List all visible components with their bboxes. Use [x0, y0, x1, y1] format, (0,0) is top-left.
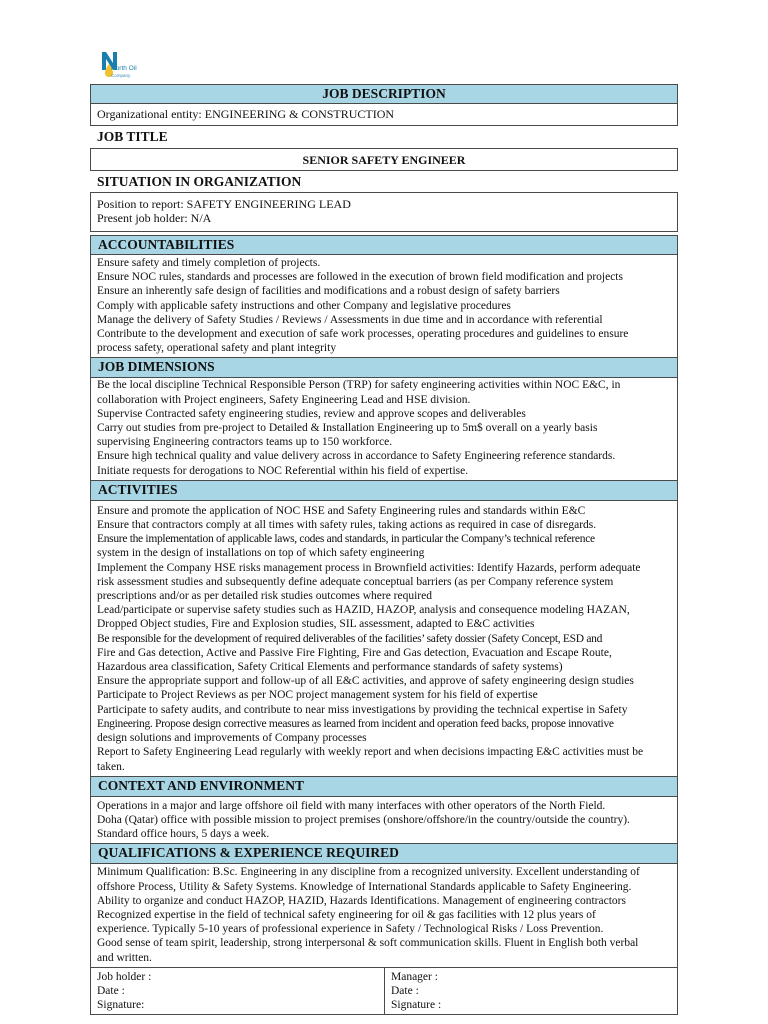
context-item: Standard office hours, 5 days a week. — [97, 828, 270, 841]
activity-item: Fire and Gas detection, Active and Passive Fire Fighting, Fire and Gas detection, Evacuation and Escape Route, — [97, 646, 612, 659]
accountabilities-box — [90, 255, 678, 358]
dimension-item: Carry out studies from pre-project to Detailed & Installation Engineering up to 5m$ overall on a yearly basis — [97, 422, 598, 435]
situation-box — [90, 192, 678, 232]
accountability-item: Ensure NOC rules, standards and processes are followed in the execution of brown field modification and projects — [97, 271, 623, 284]
qualification-item: experience. Typically 5-10 years of professional experience in Safety / Technological Risks / Loss Prevention. — [97, 923, 604, 936]
activities-heading: ACTIVITIES — [90, 481, 678, 501]
qualification-item: Ability to organize and conduct HAZOP, HAZID, Hazards Identifications. Management of engineering contractors — [97, 894, 626, 907]
manager-signature-block — [385, 968, 677, 1015]
context-item: Operations in a major and large offshore oil field with many interfaces with other operators of the North Field. — [97, 799, 606, 812]
accountability-item: Contribute to the development and execution of safe work processes, operating procedures and guidelines to ensure — [97, 328, 629, 341]
activity-item: Be responsible for the development of required deliverables of the facilities’ safety dossier (Safety Concept, ESD and — [97, 632, 603, 645]
activity-item: Ensure and promote the application of NOC HSE and Safety Engineering rules and standards within E&C — [97, 504, 586, 517]
activity-item: Ensure the appropriate support and follow-up of all E&C activities, and approve of safety engineering design studies — [97, 675, 634, 688]
accountability-item: process safety, operational safety and plant integrity — [97, 342, 337, 355]
job-holder-signature-block — [91, 968, 385, 1015]
activity-item: Ensure that contractors comply at all times with safety rules, taking actions as required in case of disregards. — [97, 519, 597, 532]
present-job-holder: Present job holder: N/A — [97, 211, 212, 226]
dimension-item: Be the local discipline Technical Responsible Person (TRP) for safety engineering activities within NOC E&C, in — [97, 379, 621, 392]
situation-heading: SITUATION IN ORGANIZATION — [90, 173, 678, 192]
context-heading: CONTEXT AND ENVIRONMENT — [90, 777, 678, 797]
signature-section — [90, 968, 678, 1016]
job-dimensions-heading: JOB DIMENSIONS — [90, 358, 678, 378]
qualification-item: offshore Process, Utility & Safety Systems. Knowledge of International Standards applicable to Safety Engineering. — [97, 880, 632, 893]
activity-item: system in the design of installations on top of which safety engineering — [97, 547, 425, 560]
activity-item: taken. — [97, 760, 125, 773]
dimension-item: Ensure high technical quality and value delivery across in accordance to Safety Engineering reference standards. — [97, 450, 616, 463]
activity-item: Engineering. Propose design corrective measures as learned from incident and operation feed backs, propose innovative — [97, 717, 614, 730]
activity-item: prescriptions and/or as per detailed risk studies outcomes where required — [97, 590, 432, 603]
activity-item: design solutions and improvements of Company processes — [97, 732, 367, 745]
dimension-item: Supervise Contracted safety engineering studies, review and approve scopes and deliverables — [97, 407, 526, 420]
activity-item: risk assessment studies and subsequently define adequate conceptual barriers (as per Company reference system — [97, 575, 614, 588]
qualification-item: Good sense of team spirit, leadership, strong interpersonal & soft communication skills. Fluent in English both verbal — [97, 937, 639, 950]
accountabilities-heading: ACCOUNTABILITIES — [90, 235, 678, 255]
logo-company-name: North Oil — [111, 65, 137, 72]
qualification-item: Recognized expertise in the field of technical safety engineering for oil & gas facilities with 12 plus years of — [97, 908, 596, 921]
dimension-item: supervising Engineering contractors teams up to 150 workforce. — [97, 436, 393, 449]
accountability-item: Ensure safety and timely completion of projects. — [97, 257, 321, 269]
activity-item: Hazardous area classification, Safety Critical Elements and performance standards of safety systems) — [97, 661, 563, 674]
job-holder-signature-label: Signature: — [97, 999, 145, 1012]
document-title: JOB DESCRIPTION — [90, 84, 678, 104]
activity-item: Implement the Company HSE risks management process in Brownfield activities: Identify Hazards, perform adequate — [97, 561, 641, 574]
activity-item: Participate to safety audits, and contribute to near miss investigations by providing the technical expertise in Safety — [97, 703, 628, 716]
activity-item: Lead/participate or supervise safety studies such as HAZID, HAZOP, analysis and consequence modeling HAZAN, — [97, 604, 630, 617]
accountability-item: Manage the delivery of Safety Studies / Reviews / Assessments in due time and in accordance with referential — [97, 313, 603, 326]
activities-box — [90, 501, 678, 777]
job-holder-label: Job holder : — [97, 970, 152, 983]
manager-date-label: Date : — [391, 984, 419, 997]
position-to-report: Position to report: SAFETY ENGINEERING LEAD — [97, 197, 351, 211]
accountability-item: Ensure an inherently safe design of facilities and modifications and a robust design of safety barriers — [97, 285, 560, 298]
dimension-item: collaboration with Project engineers, Safety Engineering Lead and HSE division. — [97, 393, 471, 406]
dimension-item: Initiate requests for derogations to NOC Referential within his field of expertise. — [97, 464, 469, 477]
job-holder-date-label: Date : — [97, 984, 125, 997]
accountability-item: Comply with applicable safety instructions and other Company and legislative procedures — [97, 299, 511, 312]
manager-signature-label: Signature : — [391, 999, 442, 1012]
context-box — [90, 797, 678, 845]
qualifications-heading: QUALIFICATIONS & EXPERIENCE REQUIRED — [90, 844, 678, 864]
org-entity: Organizational entity: ENGINEERING & CONSTRUCTION — [90, 104, 678, 126]
manager-label: Manager : — [391, 970, 438, 983]
job-title-value: SENIOR SAFETY ENGINEER — [90, 148, 678, 171]
activity-item: Dropped Object studies, Fire and Explosion studies, SIL assessment, adapted to E&C activities — [97, 618, 535, 631]
job-description-document — [90, 84, 678, 1015]
qualification-item: Minimum Qualification: B.Sc. Engineering in any discipline from a recognized university. Excellent understanding of — [97, 866, 640, 879]
logo-company-sub: Company — [111, 72, 131, 78]
activity-item: Ensure the implementation of applicable laws, codes and standards, in particular the Company’s technical reference — [97, 533, 595, 546]
activity-item: Report to Safety Engineering Lead regularly with weekly report and when decisions impacting E&C activities must be — [97, 746, 644, 759]
activity-item: Participate to Project Reviews as per NOC project management system for his field of expertise — [97, 689, 538, 702]
logo-text — [111, 66, 137, 78]
company-logo — [99, 50, 159, 82]
job-title-heading: JOB TITLE — [90, 128, 678, 148]
qualifications-box — [90, 864, 678, 967]
job-dimensions-box — [90, 378, 678, 480]
context-item: Doha (Qatar) office with possible mission to project premises (onshore/offshore/in the country/outside the country). — [97, 813, 630, 826]
qualification-item: and written. — [97, 951, 152, 964]
